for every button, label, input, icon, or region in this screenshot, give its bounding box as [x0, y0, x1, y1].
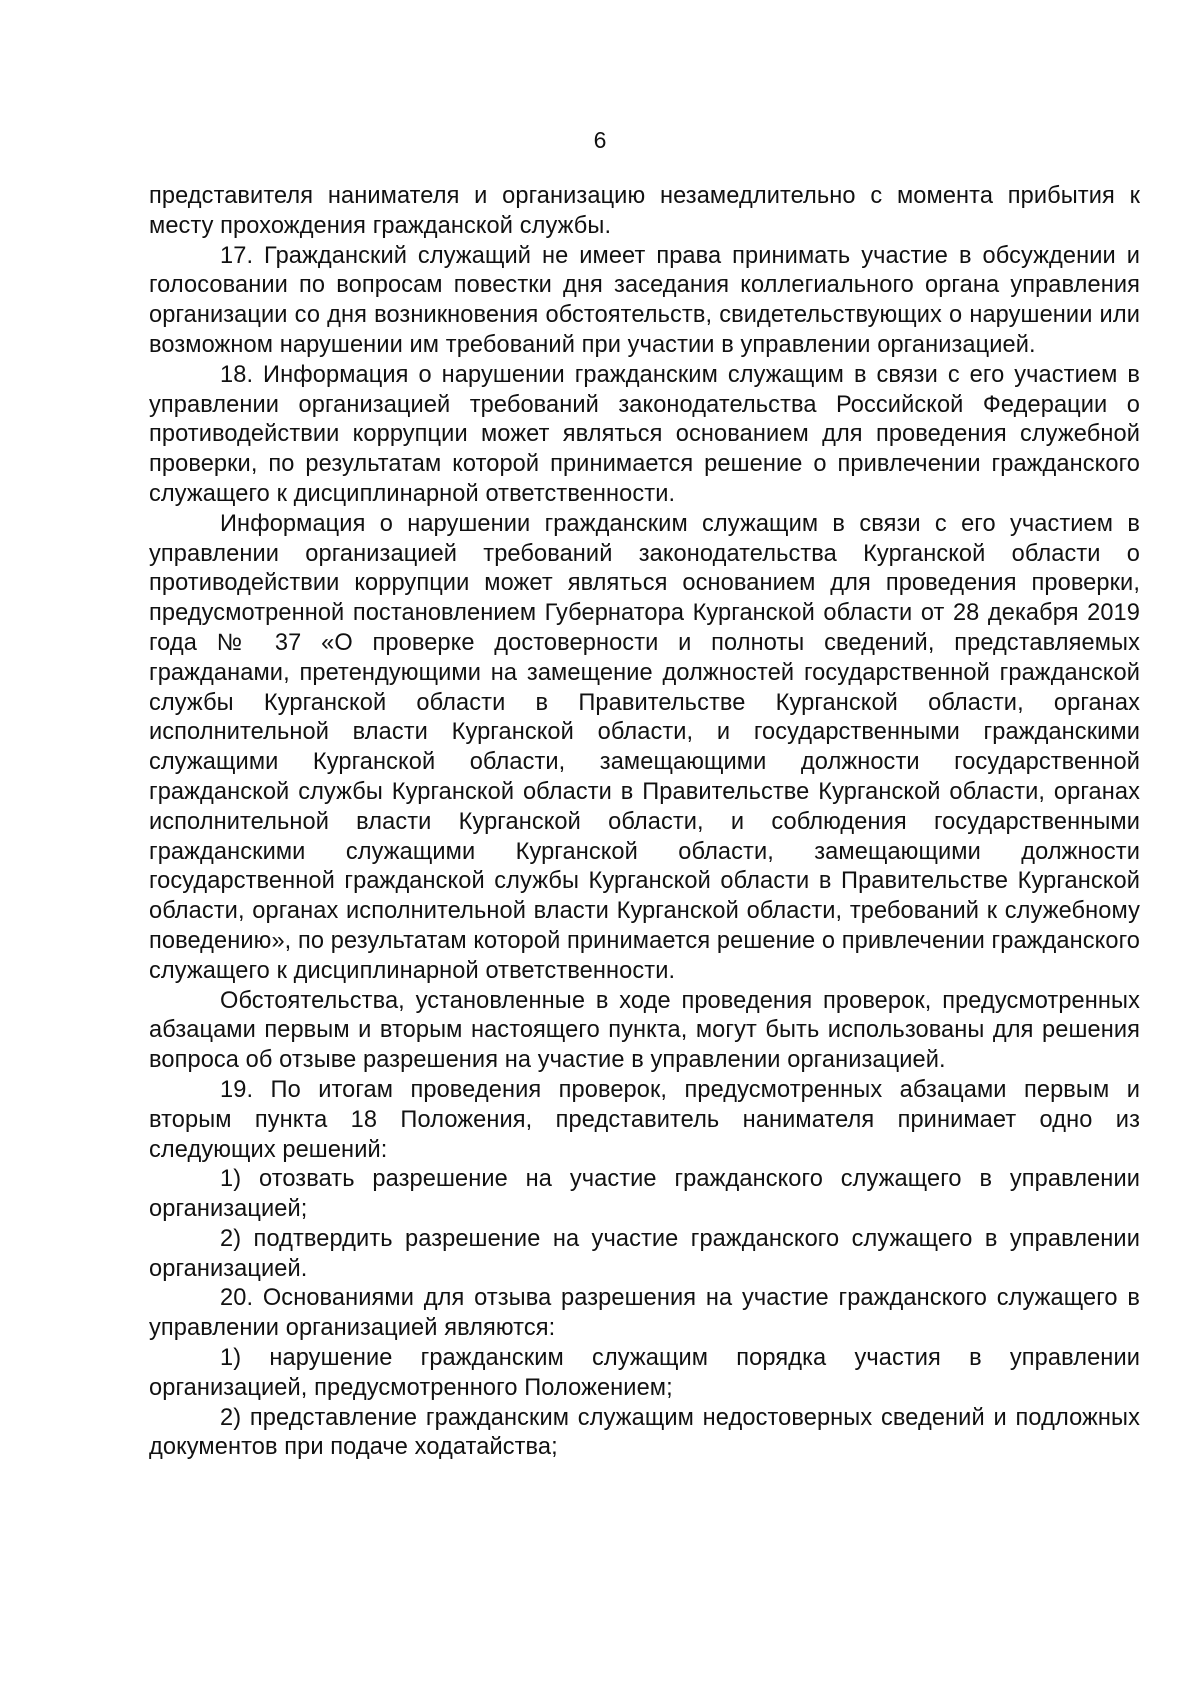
paragraph-19-item-1: 1) отозвать разрешение на участие гражданского служащего в управлении организацией; [149, 1166, 1140, 1223]
paragraph-continuation: представителя нанимателя и организацию незамедлительно с момента прибытия к месту прохождения гражданской службы. [149, 183, 1140, 239]
paragraph-20-item-1: 1) нарушение гражданским служащим порядка участия в управлении организацией, предусмотренного Положением; [149, 1345, 1140, 1401]
paragraph-18-part-3: Обстоятельства, установленные в ходе проведения проверок, предусмотренных абзацами первым и вторым настоящего пункта, могут быть использованы для решения вопроса об отзыве разрешения на участие в управлении организацией. [149, 987, 1140, 1074]
paragraph-19: 19. По итогам проведения проверок, предусмотренных абзацами первым и вторым пункта 18 Положения, представитель нанимателя принимает одно из следующих решений: [149, 1076, 1140, 1163]
paragraph-17: 17. Гражданский служащий не имеет права принимать участие в обсуждении и голосовании по вопросам повестки дня заседания коллегиального органа управления организации со дня возникновения обстоятельств, свидетельствующих о нарушении или возможном нарушении им требований при участии в управлении организацией. [149, 242, 1140, 358]
paragraph-19-item-2: 2) подтвердить разрешение на участие гражданского служащего в управлении организацией. [149, 1225, 1140, 1282]
paragraph-20-item-2: 2) представление гражданским служащим недостоверных сведений и подложных документов при подаче ходатайства; [149, 1404, 1140, 1461]
paragraph-18-part-2: Информация о нарушении гражданским служащим в связи с его участием в управлении организацией требований законодательства Курганской области о противодействии коррупции может являться основанием для проведения проверки, предусмотренной постановлением Губернатора Курганской области от 28 декабря 2019 года № 37 «О проверке достоверности и полноты сведений, представляемых гражданами, претендующими на замещение должностей государственной гражданской службы Курганской области в Правительстве Курганской области, органах исполнительной власти Курганской области, и государственными гражданскими служащими Курганской области, замещающими должности государственной гражданской службы Курганской области в Правительстве Курганской области, органах исполнительной власти Курганской области, и соблюдения государственными гражданскими служащими Курганской области, замещающими должности государственной гражданской службы Курганской области в Правительстве Курганской области, органах исполнительной власти Курганской области, требований к служебному поведению», по результатам которой принимается решение о привлечении гражданского служащего к дисциплинарной ответственности. [149, 510, 1140, 984]
document-body [149, 182, 1140, 1463]
paragraph-20: 20. Основаниями для отзыва разрешения на участие гражданского служащего в управлении организацией являются: [149, 1285, 1140, 1342]
page-number: 6 [593, 127, 607, 153]
paragraph-18: 18. Информация о нарушении гражданским служащим в связи с его участием в управлении организацией требований законодательства Российской Федерации о противодействии коррупции может являться основанием для проведения служебной проверки, по результатам которой принимается решение о привлечении гражданского служащего к дисциплинарной ответственности. [149, 361, 1140, 507]
